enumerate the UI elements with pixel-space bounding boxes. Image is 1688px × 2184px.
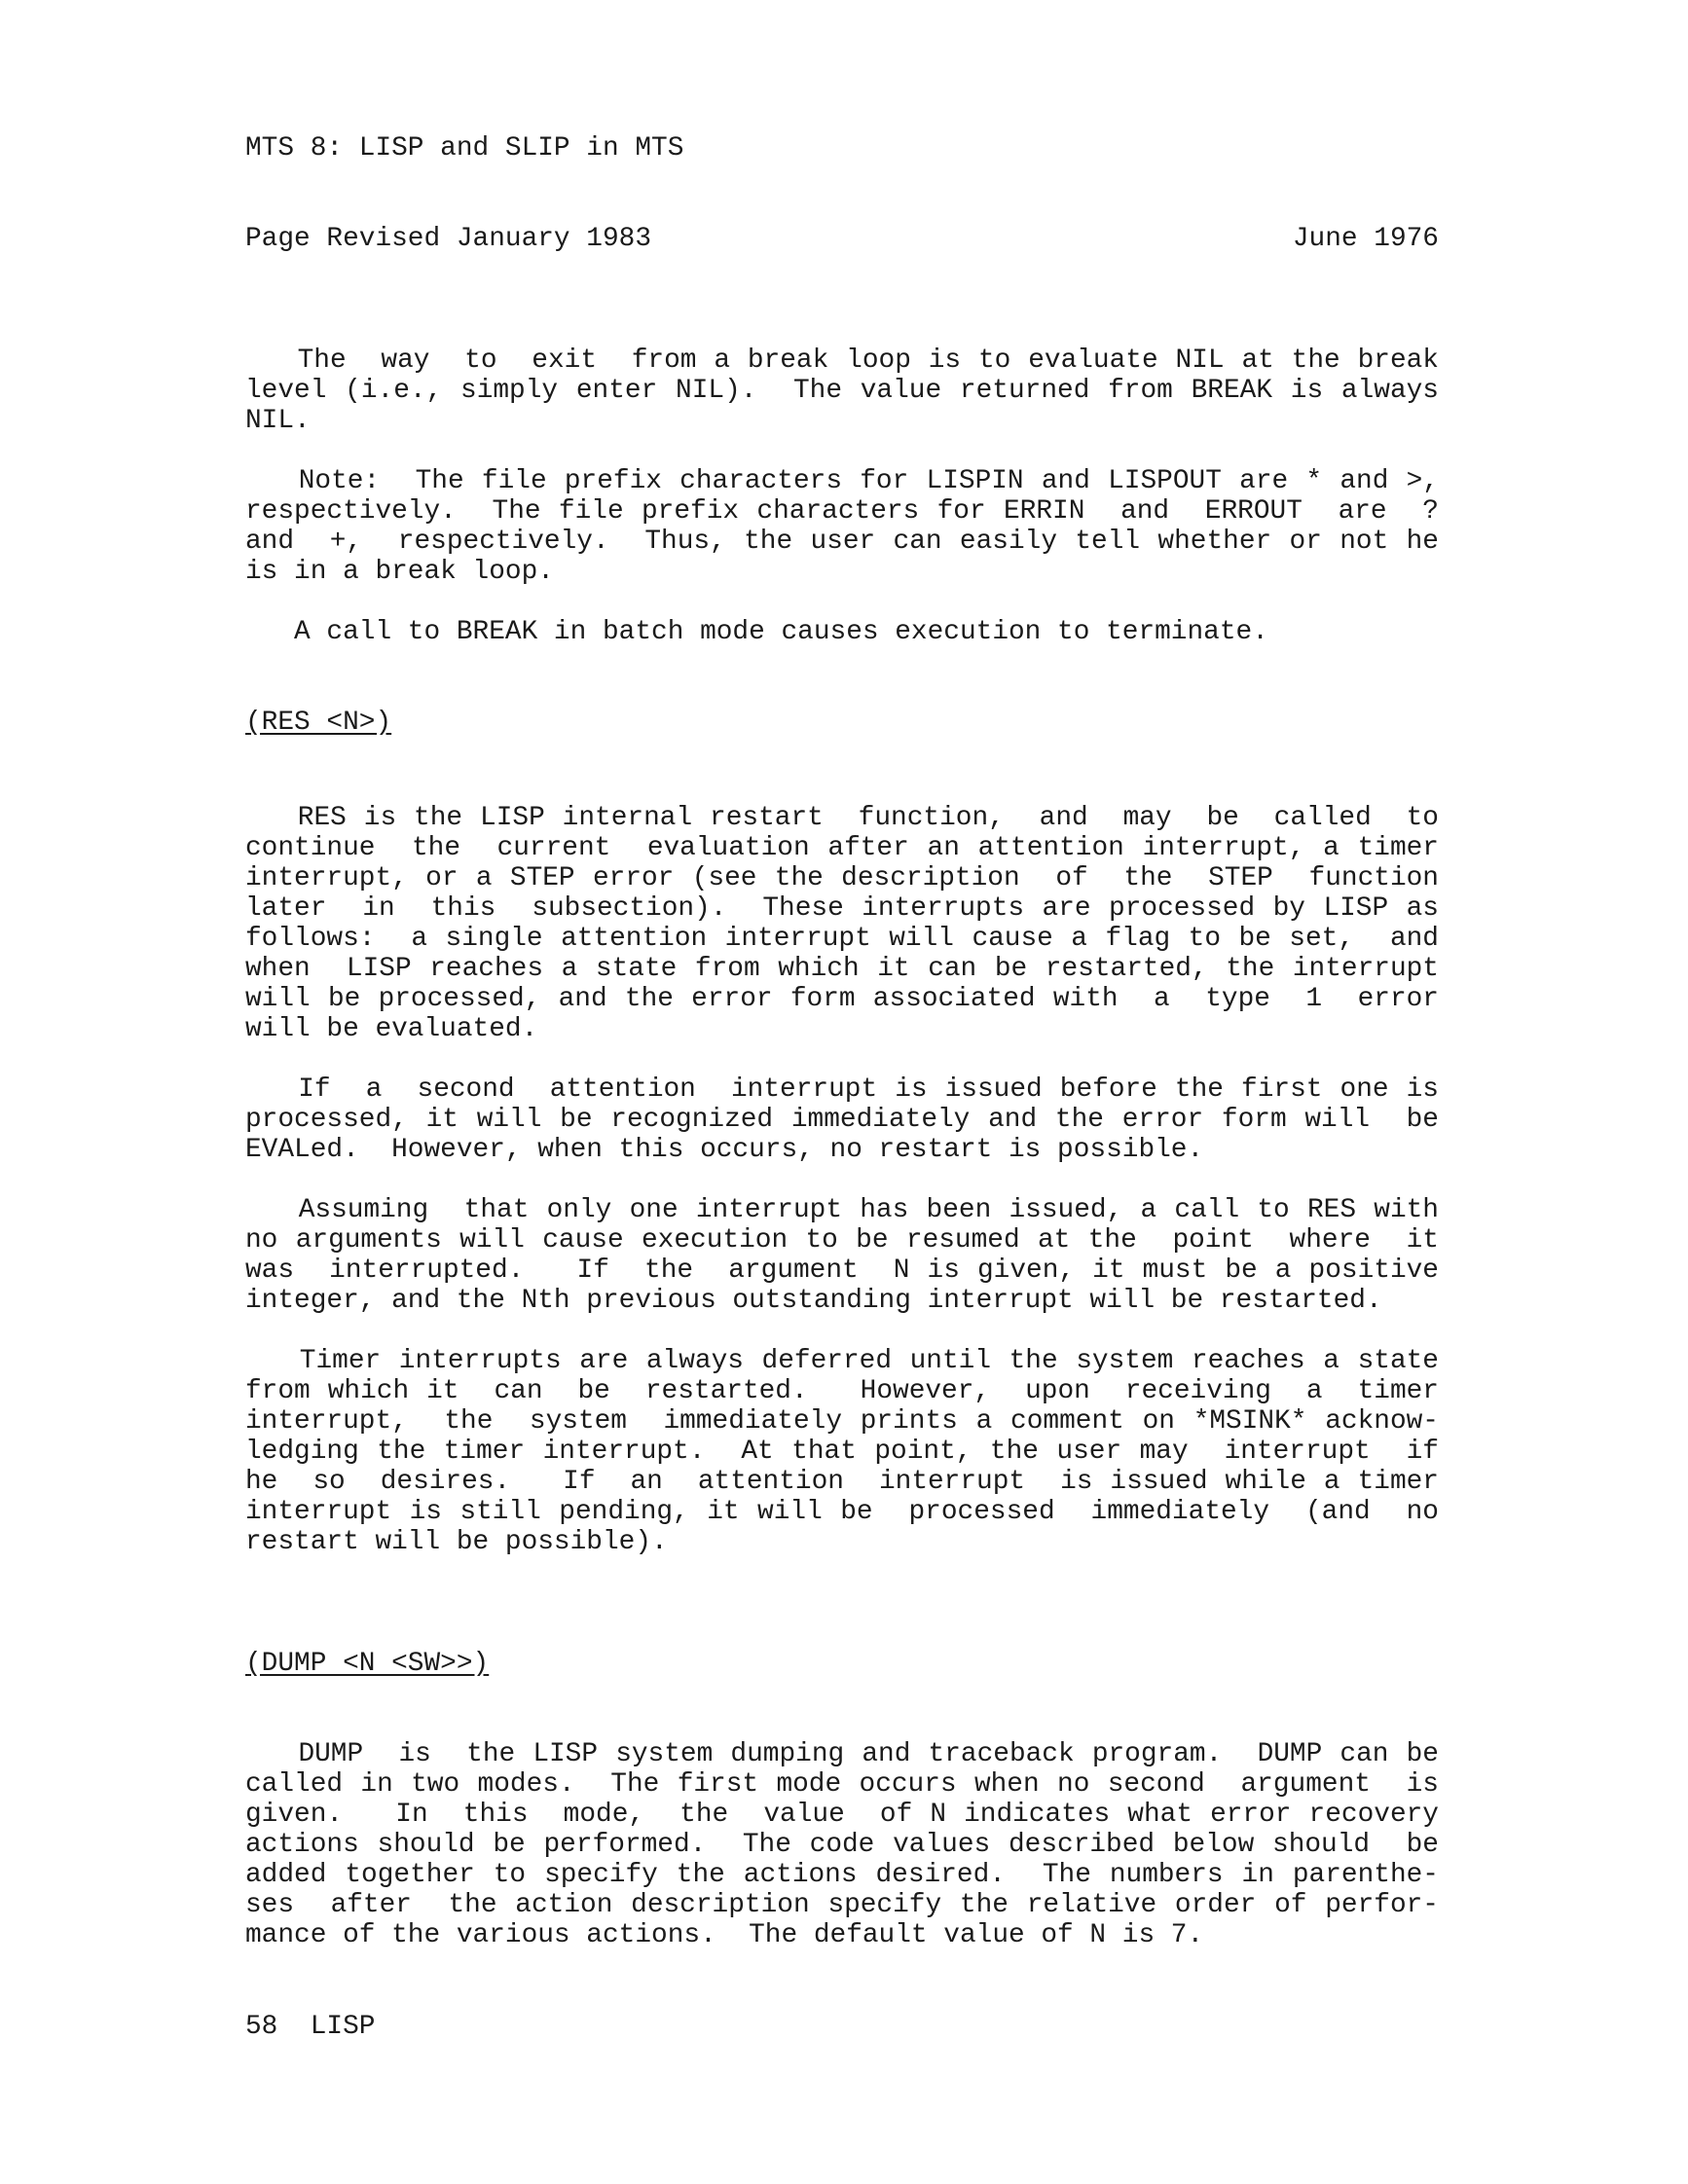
paragraph-line: is in a break loop. (245, 557, 554, 587)
document-page (245, 0, 1439, 2184)
paragraph-line: he so desires. If an attention interrupt is issued while a timer (245, 1467, 1439, 1497)
paragraph-line: mance of the various actions. The default value of N is 7. (245, 1920, 1204, 1950)
paragraph-line: added together to specify the actions desired. The numbers in parenthe- (245, 1860, 1439, 1890)
document-title: MTS 8: LISP and SLIP in MTS (245, 133, 684, 164)
paragraph-line: will be evaluated. (245, 1014, 538, 1044)
paragraph-line: If a second attention interrupt is issued before the first one is (245, 1074, 1439, 1105)
paragraph-line: interrupt, the system immediately prints a comment on *MSINK* acknow- (245, 1406, 1439, 1437)
page-header-row (245, 224, 1439, 254)
page-footer: 58 LISP (245, 2012, 376, 2042)
paragraph-line: will be processed, and the error form associated with a type 1 error (245, 984, 1439, 1014)
paragraph-line: A call to BREAK in batch mode causes execution to terminate. (245, 617, 1268, 647)
paragraph-line: Assuming that only one interrupt has been issued, a call to RES with (245, 1195, 1439, 1225)
paragraph-line: called in two modes. The first mode occurs when no second argument is (245, 1769, 1439, 1800)
paragraph-line: Timer interrupts are always deferred until the system reaches a state (245, 1346, 1439, 1376)
paragraph-line: ses after the action description specify the relative order of perfor- (245, 1890, 1439, 1920)
paragraph-line: was interrupted. If the argument N is given, it must be a positive (245, 1256, 1439, 1286)
paragraph-line: and +, respectively. Thus, the user can easily tell whether or not he (245, 527, 1439, 557)
paragraph-line: restart will be possible). (245, 1527, 668, 1557)
paragraph-line: when LISP reaches a state from which it can be restarted, the interrupt (245, 954, 1439, 984)
section-heading-res: (RES <N>) (245, 708, 392, 738)
paragraph-line: ledging the timer interrupt. At that point, the user may interrupt if (245, 1437, 1439, 1467)
paragraph-line: from which it can be restarted. However, upon receiving a timer (245, 1376, 1439, 1406)
revision-note: Page Revised January 1983 (245, 224, 652, 254)
paragraph-line: integer, and the Nth previous outstanding interrupt will be restarted. (245, 1286, 1382, 1316)
paragraph-line: continue the current evaluation after an attention interrupt, a timer (245, 833, 1439, 863)
paragraph-line: Note: The file prefix characters for LISPIN and LISPOUT are * and >, (245, 466, 1439, 496)
edition-date: June 1976 (1292, 224, 1439, 254)
paragraph-line: level (i.e., simply enter NIL). The value returned from BREAK is always (245, 376, 1439, 406)
paragraph-line: actions should be performed. The code values described below should be (245, 1830, 1439, 1860)
paragraph-line: no arguments will cause execution to be resumed at the point where it (245, 1225, 1439, 1256)
paragraph-line: EVALed. However, when this occurs, no restart is possible. (245, 1135, 1204, 1165)
section-heading-dump: (DUMP <N <SW>>) (245, 1649, 490, 1679)
paragraph-line: follows: a single attention interrupt will cause a flag to be set, and (245, 924, 1439, 954)
paragraph-line: respectively. The file prefix characters for ERRIN and ERROUT are ? (245, 496, 1439, 527)
paragraph-line: DUMP is the LISP system dumping and traceback program. DUMP can be (245, 1739, 1439, 1769)
paragraph-line: interrupt, or a STEP error (see the description of the STEP function (245, 863, 1439, 893)
paragraph-line: The way to exit from a break loop is to evaluate NIL at the break (245, 346, 1439, 376)
paragraph-line: given. In this mode, the value of N indicates what error recovery (245, 1800, 1439, 1830)
paragraph-line: interrupt is still pending, it will be processed immediately (and no (245, 1497, 1439, 1527)
paragraph-line: processed, it will be recognized immediately and the error form will be (245, 1105, 1439, 1135)
paragraph-line: NIL. (245, 406, 311, 436)
paragraph-line: later in this subsection). These interrupts are processed by LISP as (245, 893, 1439, 924)
paragraph-line: RES is the LISP internal restart function, and may be called to (245, 803, 1439, 833)
